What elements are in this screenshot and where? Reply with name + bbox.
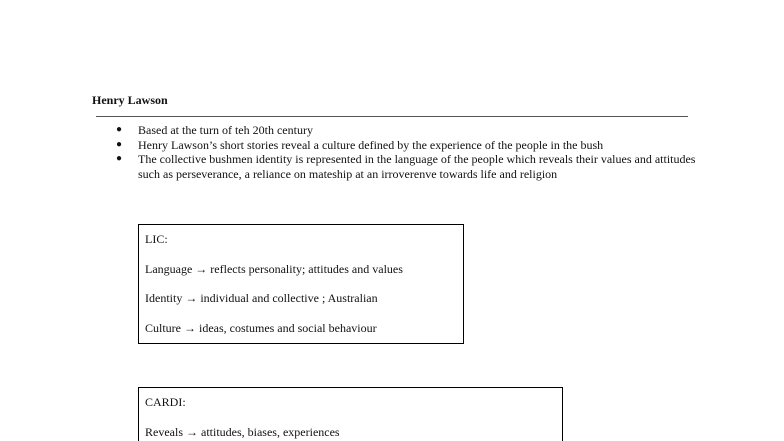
bullet-text: Based at the turn of teh 20th century (138, 123, 313, 137)
bullet-icon: ● (116, 138, 123, 150)
lic-identity-line: Identity → individual and collective ; Australian (145, 291, 378, 305)
bullet-list (96, 123, 696, 181)
lic-box (138, 224, 464, 344)
bullet-item (96, 152, 696, 181)
bullet-text: Henry Lawson’s short stories reveal a culture defined by the experience of the people in the bush (138, 137, 604, 152)
lic-title: LIC: (145, 232, 168, 246)
lic-culture-line: Culture → ideas, costumes and social behaviour (145, 320, 377, 335)
bullet-icon: ● (116, 124, 123, 135)
cardi-title: CARDI: (145, 395, 186, 409)
bullet-text: The collective bushmen identity is represented in the language of the people which reveals their values and attitudes such as perseverance, a reliance on mateship at an irroverenve towards life and religion (138, 152, 696, 181)
lic-language-line: Language → reflects personality; attitudes and values (145, 261, 403, 276)
bullet-item (96, 138, 696, 153)
bullet-icon: ● (116, 153, 123, 164)
cardi-box (138, 387, 563, 441)
section-heading: Henry Lawson (92, 93, 168, 107)
heading-underline (96, 116, 688, 117)
bullet-item (96, 123, 696, 138)
cardi-reveals-line: Reveals → attitudes, biases, experiences (145, 424, 340, 439)
